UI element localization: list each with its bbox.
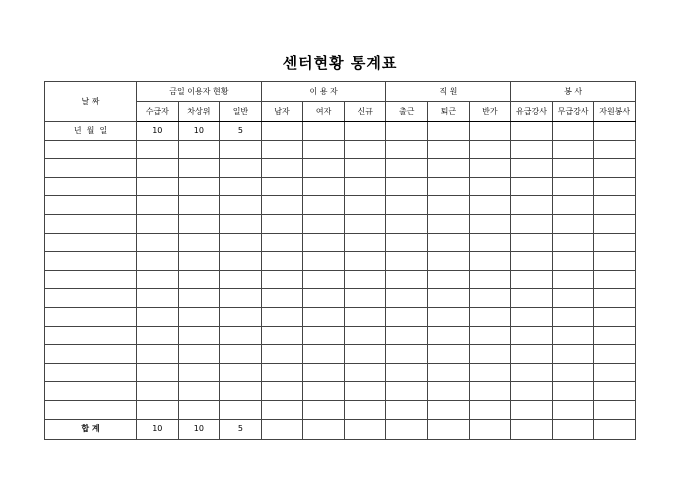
row-cell bbox=[303, 289, 345, 308]
row-cell bbox=[469, 363, 511, 382]
row-cell bbox=[386, 252, 428, 271]
row-cell bbox=[344, 400, 386, 419]
row-cell bbox=[137, 177, 179, 196]
header-col: 수급자 bbox=[137, 102, 179, 122]
row-cell bbox=[137, 289, 179, 308]
row-cell bbox=[220, 159, 262, 178]
row-cell bbox=[178, 214, 220, 233]
row-cell bbox=[303, 270, 345, 289]
total-label: 합 계 bbox=[45, 419, 137, 439]
row-cell bbox=[344, 363, 386, 382]
row-cell bbox=[469, 233, 511, 252]
row-cell bbox=[220, 140, 262, 159]
row-cell bbox=[511, 252, 553, 271]
row-cell bbox=[344, 382, 386, 401]
row-date bbox=[45, 270, 137, 289]
row-cell bbox=[220, 289, 262, 308]
row-cell bbox=[137, 214, 179, 233]
row-cell bbox=[303, 400, 345, 419]
row-cell bbox=[261, 382, 303, 401]
row-cell bbox=[220, 270, 262, 289]
row-cell bbox=[261, 233, 303, 252]
row-cell bbox=[178, 307, 220, 326]
row-cell bbox=[261, 270, 303, 289]
row-cell bbox=[386, 122, 428, 141]
row-cell bbox=[511, 159, 553, 178]
row-cell bbox=[261, 140, 303, 159]
table-row bbox=[45, 233, 636, 252]
total-cell bbox=[303, 419, 345, 439]
row-cell bbox=[344, 345, 386, 364]
row-cell bbox=[428, 400, 470, 419]
row-cell bbox=[469, 382, 511, 401]
row-cell bbox=[552, 382, 594, 401]
row-cell bbox=[469, 122, 511, 141]
row-cell bbox=[428, 326, 470, 345]
row-cell bbox=[303, 363, 345, 382]
row-date bbox=[45, 382, 137, 401]
row-cell bbox=[386, 159, 428, 178]
row-cell bbox=[220, 233, 262, 252]
row-cell bbox=[137, 196, 179, 215]
row-cell bbox=[594, 363, 636, 382]
total-cell bbox=[469, 419, 511, 439]
table-row bbox=[45, 196, 636, 215]
row-cell bbox=[552, 289, 594, 308]
row-cell bbox=[386, 140, 428, 159]
row-date bbox=[45, 252, 137, 271]
row-cell bbox=[511, 326, 553, 345]
header-group-today-users: 금일 이용자 현황 bbox=[137, 82, 262, 102]
row-cell bbox=[511, 345, 553, 364]
row-cell bbox=[469, 345, 511, 364]
row-cell bbox=[261, 400, 303, 419]
table-row bbox=[45, 140, 636, 159]
row-cell bbox=[137, 270, 179, 289]
row-cell bbox=[428, 289, 470, 308]
row-cell bbox=[261, 177, 303, 196]
row-cell bbox=[220, 345, 262, 364]
statistics-table bbox=[44, 81, 636, 440]
row-cell bbox=[137, 307, 179, 326]
row-cell bbox=[344, 252, 386, 271]
row-cell bbox=[137, 140, 179, 159]
total-cell bbox=[428, 419, 470, 439]
row-cell bbox=[469, 196, 511, 215]
row-date bbox=[45, 214, 137, 233]
row-cell bbox=[469, 326, 511, 345]
row-cell bbox=[137, 382, 179, 401]
row-cell bbox=[386, 363, 428, 382]
row-cell bbox=[552, 270, 594, 289]
row-cell bbox=[511, 177, 553, 196]
row-cell bbox=[344, 159, 386, 178]
row-cell bbox=[178, 177, 220, 196]
row-cell bbox=[428, 159, 470, 178]
row-cell bbox=[178, 270, 220, 289]
row-cell bbox=[552, 196, 594, 215]
row-cell bbox=[594, 177, 636, 196]
header-group-volunteer: 봉 사 bbox=[511, 82, 636, 102]
row-cell bbox=[511, 400, 553, 419]
row-cell bbox=[137, 252, 179, 271]
row-cell bbox=[511, 270, 553, 289]
row-cell bbox=[594, 252, 636, 271]
row-cell bbox=[552, 233, 594, 252]
row-cell bbox=[594, 196, 636, 215]
page-title: 센터현황 통계표 bbox=[282, 54, 398, 72]
row-cell bbox=[594, 289, 636, 308]
row-cell bbox=[220, 307, 262, 326]
row-cell bbox=[137, 326, 179, 345]
row-cell bbox=[178, 363, 220, 382]
row-date bbox=[45, 307, 137, 326]
row-cell bbox=[137, 363, 179, 382]
row-date bbox=[45, 140, 137, 159]
row-cell bbox=[428, 177, 470, 196]
row-cell bbox=[386, 382, 428, 401]
row-cell bbox=[511, 307, 553, 326]
table-row bbox=[45, 214, 636, 233]
row-cell bbox=[428, 382, 470, 401]
row-cell bbox=[220, 326, 262, 345]
row-cell bbox=[178, 345, 220, 364]
header-col: 유급강사 bbox=[511, 102, 553, 122]
row-cell bbox=[220, 382, 262, 401]
row-cell bbox=[386, 177, 428, 196]
table-row bbox=[45, 159, 636, 178]
row-cell bbox=[303, 214, 345, 233]
row-cell bbox=[594, 233, 636, 252]
row-cell bbox=[469, 270, 511, 289]
row-cell bbox=[594, 270, 636, 289]
row-cell bbox=[137, 233, 179, 252]
total-cell: 10 bbox=[137, 419, 179, 439]
row-date bbox=[45, 177, 137, 196]
row-cell bbox=[511, 214, 553, 233]
row-cell bbox=[511, 140, 553, 159]
row-cell bbox=[220, 252, 262, 271]
row-cell bbox=[428, 196, 470, 215]
row-cell bbox=[386, 196, 428, 215]
row-cell bbox=[428, 270, 470, 289]
row-cell bbox=[178, 196, 220, 215]
row-cell bbox=[594, 326, 636, 345]
total-cell: 10 bbox=[178, 419, 220, 439]
row-cell bbox=[261, 307, 303, 326]
row-cell bbox=[303, 233, 345, 252]
row-cell: 5 bbox=[220, 122, 262, 141]
row-date bbox=[45, 159, 137, 178]
row-cell bbox=[261, 363, 303, 382]
row-cell bbox=[386, 270, 428, 289]
row-cell bbox=[594, 345, 636, 364]
total-cell bbox=[552, 419, 594, 439]
row-cell bbox=[137, 400, 179, 419]
table-row bbox=[45, 177, 636, 196]
table-row bbox=[45, 345, 636, 364]
row-cell bbox=[137, 159, 179, 178]
table-body bbox=[45, 122, 636, 420]
total-cell bbox=[261, 419, 303, 439]
row-cell bbox=[303, 382, 345, 401]
row-cell bbox=[303, 307, 345, 326]
row-cell bbox=[428, 345, 470, 364]
row-cell bbox=[469, 159, 511, 178]
row-cell bbox=[469, 177, 511, 196]
row-cell bbox=[344, 270, 386, 289]
row-cell bbox=[594, 140, 636, 159]
table-row bbox=[45, 382, 636, 401]
header-col: 출근 bbox=[386, 102, 428, 122]
row-cell bbox=[344, 326, 386, 345]
row-cell: 10 bbox=[178, 122, 220, 141]
row-cell bbox=[428, 233, 470, 252]
row-cell bbox=[261, 214, 303, 233]
row-cell: 10 bbox=[137, 122, 179, 141]
row-cell bbox=[261, 196, 303, 215]
row-cell bbox=[386, 307, 428, 326]
table-row bbox=[45, 122, 636, 141]
row-cell bbox=[428, 122, 470, 141]
row-cell bbox=[344, 214, 386, 233]
row-cell bbox=[469, 289, 511, 308]
row-cell bbox=[344, 196, 386, 215]
row-cell bbox=[261, 122, 303, 141]
header-col: 남자 bbox=[261, 102, 303, 122]
row-cell bbox=[344, 307, 386, 326]
table-row bbox=[45, 363, 636, 382]
row-cell bbox=[178, 159, 220, 178]
row-cell bbox=[178, 140, 220, 159]
row-cell bbox=[178, 233, 220, 252]
row-cell bbox=[552, 122, 594, 141]
row-cell bbox=[594, 307, 636, 326]
header-col: 여자 bbox=[303, 102, 345, 122]
row-cell bbox=[428, 307, 470, 326]
row-cell bbox=[511, 233, 553, 252]
header-col: 차상위 bbox=[178, 102, 220, 122]
row-cell bbox=[594, 159, 636, 178]
row-cell bbox=[303, 326, 345, 345]
row-cell bbox=[428, 140, 470, 159]
row-cell bbox=[552, 159, 594, 178]
row-cell bbox=[469, 140, 511, 159]
total-cell bbox=[511, 419, 553, 439]
row-cell bbox=[469, 400, 511, 419]
total-cell bbox=[344, 419, 386, 439]
row-cell bbox=[552, 363, 594, 382]
row-cell bbox=[344, 289, 386, 308]
row-date bbox=[45, 345, 137, 364]
row-date bbox=[45, 289, 137, 308]
row-cell bbox=[386, 289, 428, 308]
row-cell bbox=[303, 122, 345, 141]
row-cell bbox=[428, 252, 470, 271]
row-cell bbox=[386, 233, 428, 252]
row-cell bbox=[178, 400, 220, 419]
table-row bbox=[45, 400, 636, 419]
row-cell bbox=[344, 233, 386, 252]
row-cell bbox=[220, 214, 262, 233]
row-cell bbox=[511, 196, 553, 215]
header-group-users: 이 용 자 bbox=[261, 82, 386, 102]
row-cell bbox=[511, 382, 553, 401]
total-row bbox=[45, 419, 636, 439]
row-cell bbox=[178, 252, 220, 271]
row-cell bbox=[594, 214, 636, 233]
row-date bbox=[45, 326, 137, 345]
row-cell bbox=[303, 345, 345, 364]
row-cell bbox=[552, 400, 594, 419]
row-cell bbox=[552, 326, 594, 345]
row-date bbox=[45, 400, 137, 419]
header-group-staff: 직 원 bbox=[386, 82, 511, 102]
row-cell bbox=[511, 289, 553, 308]
row-cell bbox=[303, 177, 345, 196]
row-cell bbox=[261, 252, 303, 271]
header-col: 무급강사 bbox=[552, 102, 594, 122]
row-cell bbox=[469, 214, 511, 233]
row-cell bbox=[386, 400, 428, 419]
row-cell bbox=[261, 159, 303, 178]
total-cell bbox=[386, 419, 428, 439]
row-date bbox=[45, 196, 137, 215]
row-cell bbox=[386, 214, 428, 233]
row-cell bbox=[552, 214, 594, 233]
row-cell bbox=[220, 363, 262, 382]
row-cell bbox=[552, 140, 594, 159]
row-cell bbox=[552, 307, 594, 326]
row-cell bbox=[137, 345, 179, 364]
table-row bbox=[45, 252, 636, 271]
row-cell bbox=[552, 345, 594, 364]
row-cell bbox=[303, 140, 345, 159]
table-row bbox=[45, 270, 636, 289]
row-cell bbox=[594, 382, 636, 401]
row-cell bbox=[386, 345, 428, 364]
table-row bbox=[45, 326, 636, 345]
table-row bbox=[45, 289, 636, 308]
row-cell bbox=[220, 177, 262, 196]
header-col: 일반 bbox=[220, 102, 262, 122]
row-date bbox=[45, 233, 137, 252]
row-date bbox=[45, 363, 137, 382]
row-cell bbox=[511, 122, 553, 141]
row-cell bbox=[428, 214, 470, 233]
row-cell bbox=[303, 252, 345, 271]
total-cell bbox=[594, 419, 636, 439]
row-cell bbox=[386, 326, 428, 345]
row-cell bbox=[552, 177, 594, 196]
total-cell: 5 bbox=[220, 419, 262, 439]
row-cell bbox=[594, 400, 636, 419]
header-col: 자원봉사 bbox=[594, 102, 636, 122]
row-cell bbox=[261, 345, 303, 364]
row-cell bbox=[220, 400, 262, 419]
row-cell bbox=[428, 363, 470, 382]
row-cell bbox=[303, 196, 345, 215]
row-date: 년 월 일 bbox=[45, 122, 137, 141]
row-cell bbox=[261, 326, 303, 345]
header-row-groups bbox=[45, 82, 636, 102]
row-cell bbox=[303, 159, 345, 178]
header-col: 반가 bbox=[469, 102, 511, 122]
row-cell bbox=[469, 307, 511, 326]
header-col: 신규 bbox=[344, 102, 386, 122]
row-cell bbox=[594, 122, 636, 141]
row-cell bbox=[178, 289, 220, 308]
row-cell bbox=[220, 196, 262, 215]
row-cell bbox=[344, 177, 386, 196]
row-cell bbox=[344, 122, 386, 141]
row-cell bbox=[511, 363, 553, 382]
row-cell bbox=[178, 326, 220, 345]
row-cell bbox=[469, 252, 511, 271]
row-cell bbox=[344, 140, 386, 159]
row-cell bbox=[178, 382, 220, 401]
row-cell bbox=[261, 289, 303, 308]
header-date: 날 짜 bbox=[45, 82, 137, 122]
row-cell bbox=[552, 252, 594, 271]
table-row bbox=[45, 307, 636, 326]
header-col: 퇴근 bbox=[428, 102, 470, 122]
